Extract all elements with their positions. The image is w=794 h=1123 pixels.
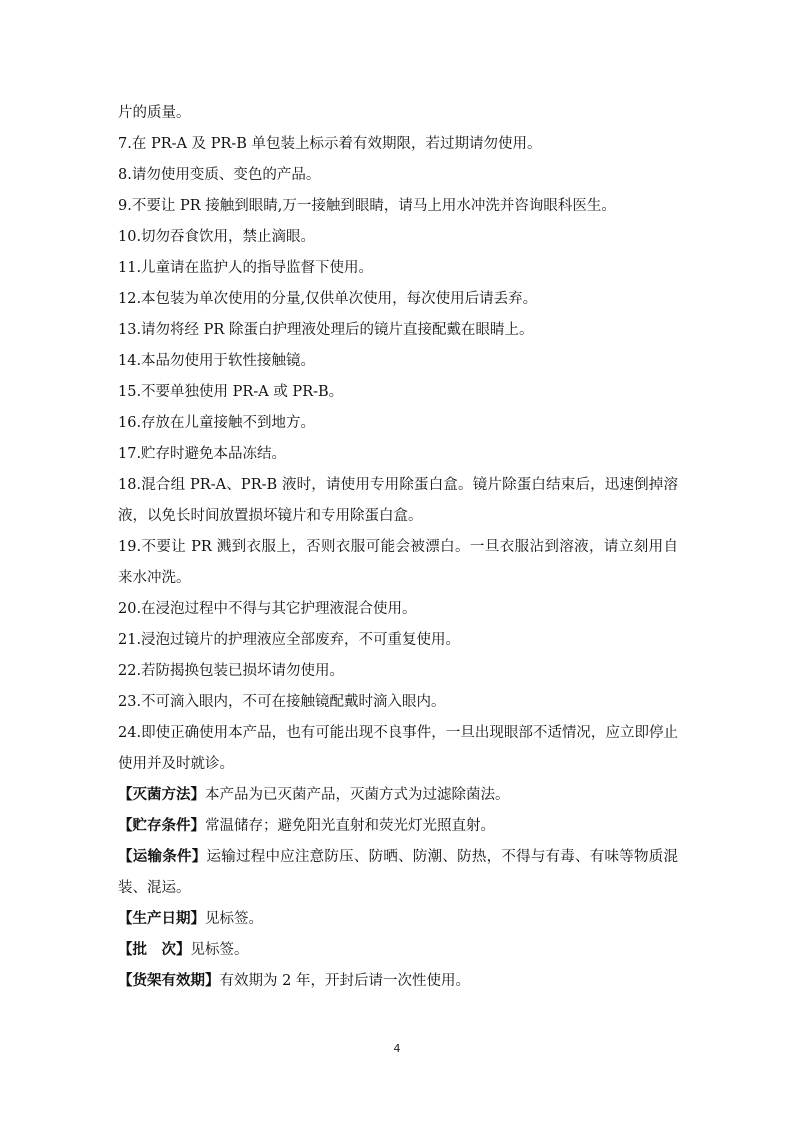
- section-transport: [118, 842, 678, 904]
- list-item: 18.混合组 PR-A、PR-B 液时，请使用专用除蛋白盒。镜片除蛋白结束后，迅速倒掉溶液，以免长时间放置损坏镜片和专用除蛋白盒。: [118, 477, 678, 524]
- list-item: 片的质量。: [118, 105, 191, 121]
- section-heading: 【批 次】: [118, 942, 191, 958]
- section-batch: [118, 935, 678, 966]
- section-text: 见标签。: [190, 942, 249, 958]
- list-item: 23.不可滴入眼内，不可在接触镜配戴时滴入眼内。: [118, 694, 446, 710]
- list-item: 11.儿童请在监护人的指导监督下使用。: [118, 260, 374, 276]
- list-item: 12.本包装为单次使用的分量,仅供单次使用，每次使用后请丢弃。: [118, 291, 538, 307]
- list-item: 19.不要让 PR 溅到衣服上，否则衣服可能会被漂白。一旦衣服沾到溶液，请立刻用自来水冲洗。: [118, 539, 678, 586]
- section-storage: [118, 811, 678, 842]
- document-body: [118, 98, 678, 997]
- list-item: 13.请勿将经 PR 除蛋白护理液处理后的镜片直接配戴在眼睛上。: [118, 322, 534, 338]
- list-item: 14.本品勿使用于软性接触镜。: [118, 353, 316, 369]
- section-heading: 【生产日期】: [118, 911, 205, 927]
- list-item: 10.切勿吞食饮用，禁止滴眼。: [118, 229, 316, 245]
- list-item: 17.贮存时避免本品冻结。: [118, 446, 287, 462]
- section-text: 常温储存；避免阳光直射和荧光灯光照直射。: [205, 818, 495, 834]
- section-shelf-life: [118, 966, 678, 997]
- list-item: 20.在浸泡过程中不得与其它护理液混合使用。: [118, 601, 417, 617]
- list-item: 9.不要让 PR 接触到眼睛,万一接触到眼睛，请马上用水冲洗并咨询眼科医生。: [118, 198, 616, 214]
- section-heading: 【灭菌方法】: [118, 787, 205, 803]
- list-item: 24.即使正确使用本产品，也有可能出现不良事件，一旦出现眼部不适情况，应立即停止使用并及时就诊。: [118, 725, 678, 772]
- section-heading: 【运输条件】: [118, 849, 207, 865]
- list-item: 22.若防揭换包装已损坏请勿使用。: [118, 663, 345, 679]
- list-item: 21.浸泡过镜片的护理液应全部废弃，不可重复使用。: [118, 632, 461, 648]
- section-heading: 【贮存条件】: [118, 818, 205, 834]
- section-text: 有效期为 2 年，开封后请一次性使用。: [219, 973, 470, 989]
- section-text: 运输过程中应注意防压、防晒、防潮、防热，不得与有毒、有味等物质混装、混运。: [118, 849, 679, 896]
- list-item: 16.存放在儿童接触不到地方。: [118, 415, 316, 431]
- list-item: 7.在 PR-A 及 PR-B 单包装上标示着有效期限，若过期请勿使用。: [118, 136, 542, 152]
- section-heading: 【货架有效期】: [118, 973, 220, 989]
- list-item: 15.不要单独使用 PR-A 或 PR-B。: [118, 384, 344, 400]
- list-item: 8.请勿使用变质、变色的产品。: [118, 167, 321, 183]
- section-production-date: [118, 904, 678, 935]
- section-text: 本产品为已灭菌产品，灭菌方式为过滤除菌法。: [205, 787, 510, 803]
- section-text: 见标签。: [205, 911, 263, 927]
- page-number: 4: [393, 1042, 401, 1055]
- section-sterilization: [118, 780, 678, 811]
